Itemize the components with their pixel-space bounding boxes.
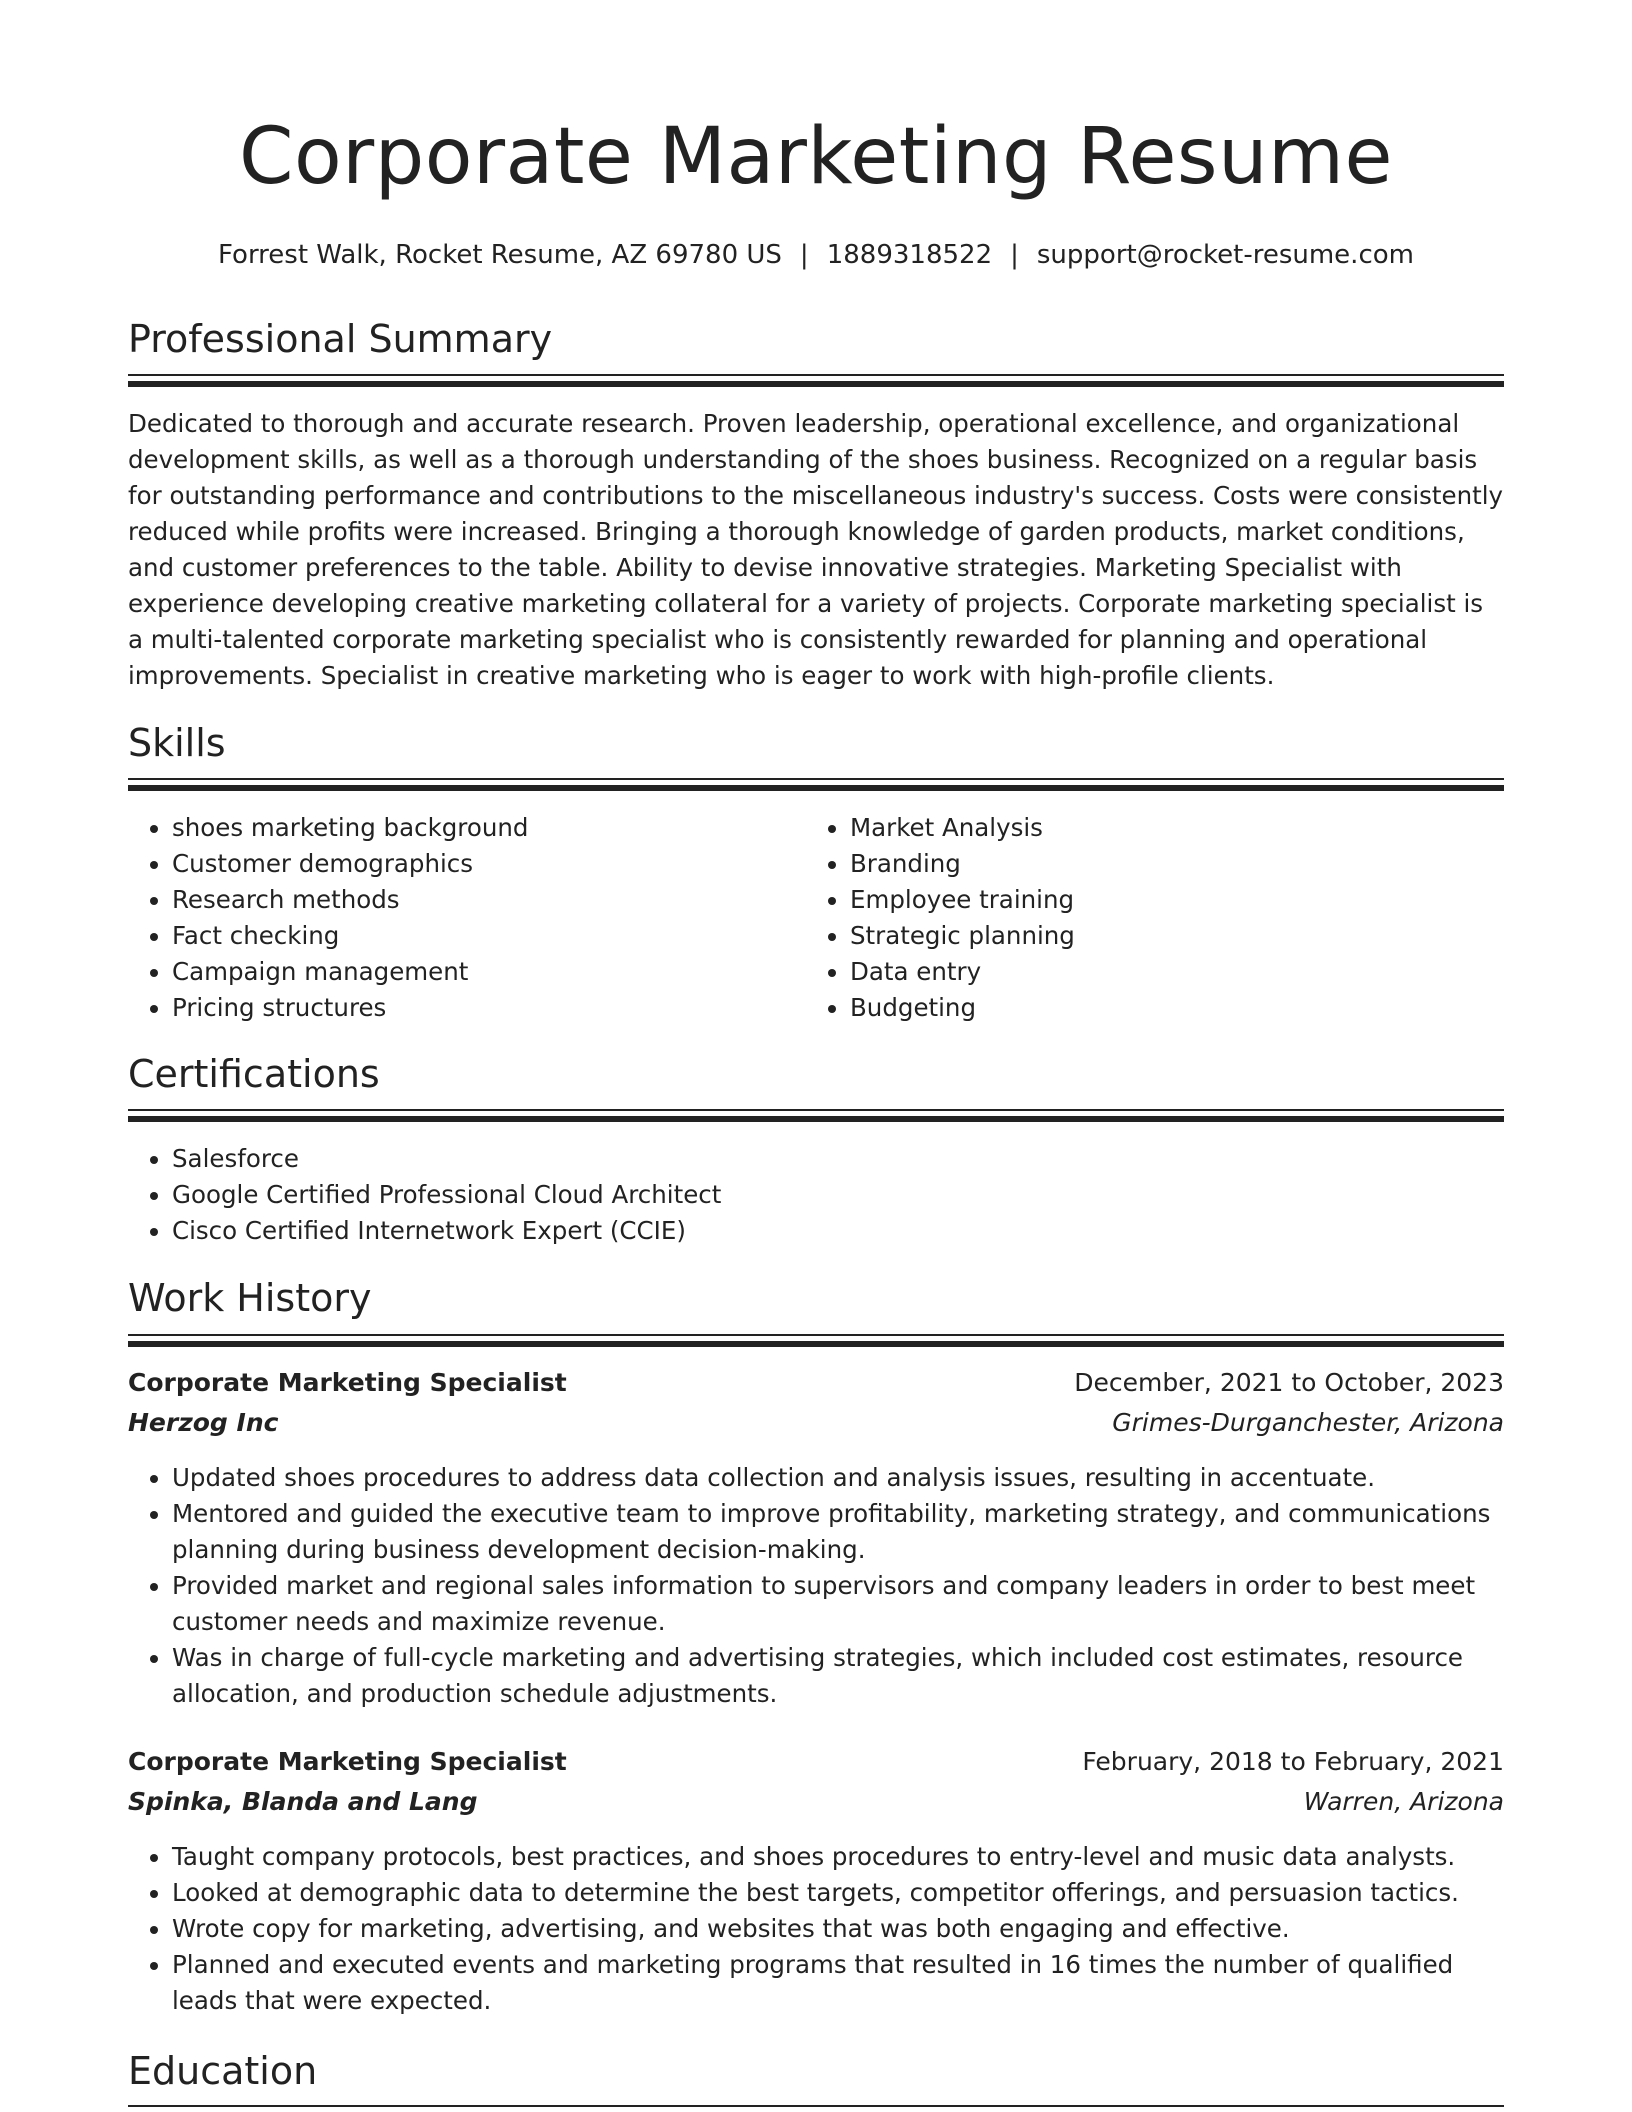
section-rule [128,2105,1504,2107]
job-location: Grimes-Durganchester, Arizona [1112,1408,1504,1437]
job-bullet: • Taught company protocols, best practices, and shoes procedures to entry-level and music data analysts. [172,1839,1504,1875]
contact-line [128,240,1504,271]
job-bullets [128,1460,1504,1712]
skill-item: • Market Analysis [850,810,1466,846]
certification-item: • Salesforce [172,1141,1504,1177]
section-heading-skills: Skills [128,721,226,765]
job-bullets [128,1839,1504,2019]
skill-item: • Pricing structures [172,990,788,1026]
certification-item: • Google Certified Professional Cloud Architect [172,1177,1504,1213]
contact-separator: | [1010,240,1019,270]
job-bullet: • Looked at demographic data to determine the best targets, competitor offerings, and persuasion tactics. [172,1875,1504,1911]
job-header [128,1747,1504,1787]
skill-item: • shoes marketing background [172,810,788,846]
job-bullet: • Planned and executed events and marketing programs that resulted in 16 times the number of qualified leads that were expected. [172,1947,1504,2019]
job-bullet: • Updated shoes procedures to address data collection and analysis issues, resulting in accentuate. [172,1460,1504,1496]
section-rule [128,1334,1504,1347]
contact-email[interactable]: support@rocket-resume.com [1036,240,1414,270]
certification-item: • Cisco Certified Internetwork Expert (CCIE) [172,1213,1504,1249]
job-dates: December, 2021 to October, 2023 [1074,1368,1504,1397]
section-heading-summary: Professional Summary [128,317,553,361]
job-dates: February, 2018 to February, 2021 [1082,1747,1504,1776]
job-bullet: • Provided market and regional sales information to supervisors and company leaders in order to best meet customer needs and maximize revenue. [172,1568,1504,1640]
section-rule [128,374,1504,387]
skill-item: • Employee training [850,882,1466,918]
job-company: Herzog Inc [128,1408,279,1437]
skills-column-left [128,810,788,1026]
skill-item: • Fact checking [172,918,788,954]
contact-separator: | [799,240,809,270]
skill-item: • Budgeting [850,990,1466,1026]
job-subheader [128,1787,1504,1827]
skill-item: • Branding [850,846,1466,882]
job-bullet: • Was in charge of full-cycle marketing and advertising strategies, which included cost estimates, resource allocation, and production schedule adjustments. [172,1640,1504,1712]
skill-item: • Data entry [850,954,1466,990]
section-heading-certifications: Certifications [128,1052,380,1096]
job-bullet: • Mentored and guided the executive team to improve profitability, marketing strategy, and communications planning during business development decision-making. [172,1496,1504,1568]
summary-text: Dedicated to thorough and accurate research. Proven leadership, operational excellence, and organizational development skills, as well as a thorough understanding of the shoes business. Recognized on a regular basis for outstanding performance and contributions to the miscellaneous industry's success. Costs were consistently reduced while profits were increased. Bringing a thorough knowledge of garden products, market conditions, and customer preferences to the table. Ability to devise innovative strategies. Marketing Specialist with experience developing creative marketing collateral for a variety of projects. Corporate marketing specialist is a multi-talented corporate marketing specialist who is consistently rewarded for planning and operational improvements. Specialist in creative marketing who is eager to work with high-profile clients. [128,409,1504,690]
job-title: Corporate Marketing Specialist [128,1368,567,1397]
section-rule [128,1109,1504,1122]
section-rule [128,778,1504,791]
skill-item: • Customer demographics [172,846,788,882]
skill-item: • Campaign management [172,954,788,990]
section-heading-work: Work History [128,1276,372,1320]
job-bullet: • Wrote copy for marketing, advertising, and websites that was both engaging and effective. [172,1911,1504,1947]
job-location: Warren, Arizona [1303,1787,1504,1816]
skill-item: • Research methods [172,882,788,918]
section-heading-education: Education [128,2049,318,2093]
resume-title: Corporate Marketing Resume [239,112,1393,202]
certifications-list [128,1141,1504,1249]
job-title: Corporate Marketing Specialist [128,1747,567,1776]
skill-item: • Strategic planning [850,918,1466,954]
job-header [128,1368,1504,1408]
job-subheader [128,1408,1504,1448]
skills-column-right [806,810,1466,1026]
job-company: Spinka, Blanda and Lang [128,1787,478,1816]
contact-phone: 1889318522 [826,240,993,270]
contact-address: Forrest Walk, Rocket Resume, AZ 69780 US [218,240,782,270]
